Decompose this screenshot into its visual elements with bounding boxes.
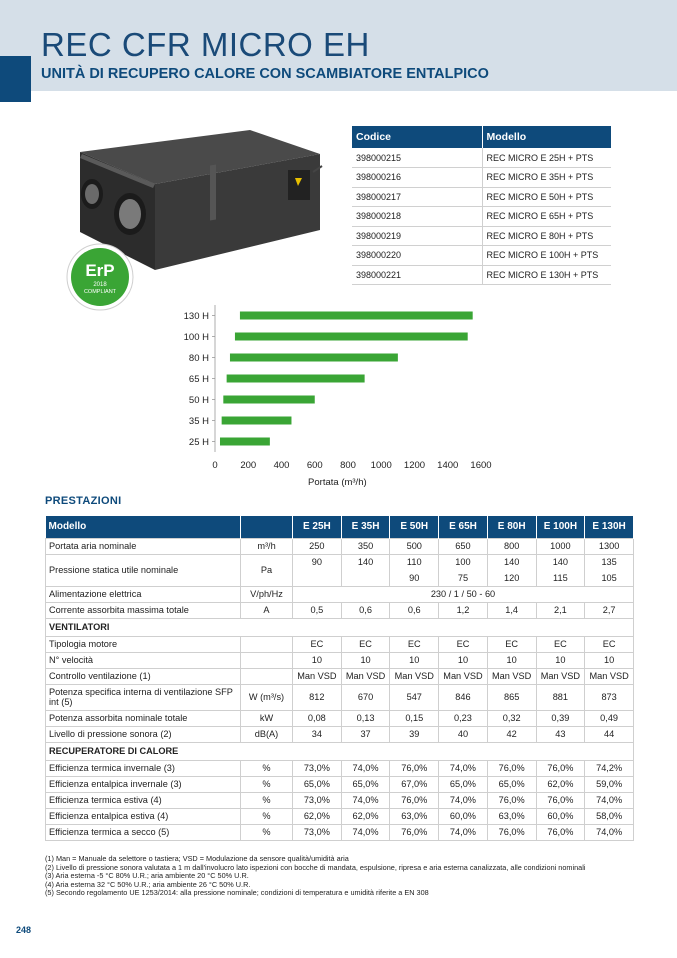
value-cell: 250	[293, 538, 342, 554]
model-cell: REC MICRO E 65H + PTS	[482, 207, 611, 227]
row-label: N° velocità	[46, 652, 241, 668]
value-cell: 76,0%	[390, 760, 439, 776]
model-cell: REC MICRO E 50H + PTS	[482, 187, 611, 207]
value-cell: 10	[341, 652, 390, 668]
value-cell: 140	[341, 554, 390, 570]
value-cell: 76,0%	[390, 824, 439, 840]
model-cell: REC MICRO E 100H + PTS	[482, 246, 611, 266]
erp-compliant-text: COMPLIANT	[83, 289, 117, 295]
header-cell: Modello	[46, 516, 241, 538]
model-cell: REC MICRO E 130H + PTS	[482, 265, 611, 285]
code-cell: 398000221	[352, 265, 482, 285]
row-unit: %	[241, 808, 293, 824]
header-cell: E 130H	[585, 516, 634, 538]
row-unit: %	[241, 792, 293, 808]
value-cell: 74,0%	[585, 792, 634, 808]
value-cell: Man VSD	[293, 668, 342, 684]
row-unit: Pa	[241, 554, 293, 586]
erp-compliant-badge	[66, 243, 134, 311]
erp-year: 2018	[93, 282, 107, 288]
table-row	[46, 824, 634, 840]
value-cell: 547	[390, 684, 439, 710]
row-label: Pressione statica utile nominale	[46, 554, 241, 586]
table-row	[46, 808, 634, 824]
value-cell: EC	[585, 636, 634, 652]
value-cell: 10	[390, 652, 439, 668]
row-unit: m³/h	[241, 538, 293, 554]
value-cell: Man VSD	[341, 668, 390, 684]
category-label: 100 H	[183, 332, 209, 343]
row-label: Controllo ventilazione (1)	[46, 668, 241, 684]
section-title-prestazioni: PRESTAZIONI	[45, 495, 122, 507]
value-cell: EC	[341, 636, 390, 652]
value-cell: 74,0%	[439, 824, 488, 840]
value-cell: 881	[536, 684, 585, 710]
value-cell: 100	[439, 554, 488, 570]
value-cell: 140	[487, 554, 536, 570]
category-label: 50 H	[188, 395, 209, 406]
category-label: 65 H	[188, 374, 209, 385]
bar-65h	[227, 375, 365, 383]
table-row	[46, 710, 634, 726]
value-cell: 865	[487, 684, 536, 710]
codes-table-body	[352, 148, 611, 285]
value-cell: 500	[390, 538, 439, 554]
value-cell: 0,6	[341, 602, 390, 618]
x-tick-label: 800	[340, 460, 356, 471]
value-cell: 59,0%	[585, 776, 634, 792]
code-cell: 398000216	[352, 168, 482, 188]
row-label: Livello di pressione sonora (2)	[46, 726, 241, 742]
value-cell: 43	[536, 726, 585, 742]
value-cell: 90	[293, 554, 342, 570]
code-cell: 398000219	[352, 226, 482, 246]
value-cell: EC	[536, 636, 585, 652]
section-label: RECUPERATORE DI CALORE	[46, 742, 634, 760]
value-cell: 62,0%	[341, 808, 390, 824]
value-cell: 105	[585, 570, 634, 586]
footnote: (2) Livello di pressione sonora valutata a 1 m dall'involucro lato ispezioni con bocche di mandata, espulsione, ripresa e aria esterna canalizzata, alle condizioni nominali	[45, 862, 586, 872]
value-cell: 76,0%	[487, 824, 536, 840]
codes-header-modello: Modello	[482, 126, 611, 148]
codes-row	[352, 207, 611, 227]
table-row	[46, 684, 634, 710]
code-cell: 398000215	[352, 148, 482, 168]
value-cell: 0,13	[341, 710, 390, 726]
model-cell: REC MICRO E 25H + PTS	[482, 148, 611, 168]
value-cell: 74,0%	[341, 760, 390, 776]
value-cell: Man VSD	[536, 668, 585, 684]
table-row	[46, 602, 634, 618]
value-cell: 74,0%	[341, 792, 390, 808]
value-cell: EC	[390, 636, 439, 652]
value-cell: 670	[341, 684, 390, 710]
code-cell: 398000220	[352, 246, 482, 266]
page-subtitle: UNITÀ DI RECUPERO CALORE CON SCAMBIATORE ENTALPICO	[41, 66, 489, 82]
value-cell: 74,2%	[585, 760, 634, 776]
value-cell: 42	[487, 726, 536, 742]
header-cell: E 35H	[341, 516, 390, 538]
value-cell: 60,0%	[439, 808, 488, 824]
value-cell: 846	[439, 684, 488, 710]
model-cell: REC MICRO E 80H + PTS	[482, 226, 611, 246]
value-cell: 73,0%	[293, 792, 342, 808]
code-cell: 398000217	[352, 187, 482, 207]
value-cell: 10	[585, 652, 634, 668]
value-cell: 65,0%	[293, 776, 342, 792]
category-label: 130 H	[183, 311, 209, 322]
section-row	[46, 618, 634, 636]
x-tick-label: 200	[240, 460, 257, 471]
value-cell: 39	[390, 726, 439, 742]
section-label: VENTILATORI	[46, 618, 634, 636]
bar-80h	[230, 354, 398, 362]
header-cell: E 25H	[293, 516, 342, 538]
bar-25h	[220, 438, 270, 446]
footnote: (1) Man = Manuale da selettore o tastiera; VSD = Modulazione da sensore qualità/umidità aria	[45, 854, 349, 863]
value-cell	[293, 570, 342, 586]
row-label: Portata aria nominale	[46, 538, 241, 554]
value-cell: 1,4	[487, 602, 536, 618]
value-cell: 140	[536, 554, 585, 570]
value-cell: 37	[341, 726, 390, 742]
codes-header-codice: Codice	[352, 126, 482, 148]
value-cell: 74,0%	[439, 792, 488, 808]
value-cell: 76,0%	[487, 792, 536, 808]
value-cell: 76,0%	[536, 760, 585, 776]
value-cell: Man VSD	[439, 668, 488, 684]
value-cell: 2,1	[536, 602, 585, 618]
value-cell: 76,0%	[487, 760, 536, 776]
value-cell: Man VSD	[585, 668, 634, 684]
row-label: Efficienza termica a secco (5)	[46, 824, 241, 840]
value-cell: 74,0%	[439, 760, 488, 776]
table-row	[46, 760, 634, 776]
table-row	[46, 652, 634, 668]
header-cell: E 80H	[487, 516, 536, 538]
table-row	[46, 792, 634, 808]
table-row	[46, 726, 634, 742]
value-cell: Man VSD	[390, 668, 439, 684]
value-cell: 60,0%	[536, 808, 585, 824]
row-unit: %	[241, 776, 293, 792]
value-cell: 135	[585, 554, 634, 570]
row-label: Tipologia motore	[46, 636, 241, 652]
row-unit: A	[241, 602, 293, 618]
bar-35h	[222, 417, 292, 425]
value-cell: 10	[293, 652, 342, 668]
header-cell: E 100H	[536, 516, 585, 538]
row-unit: %	[241, 760, 293, 776]
codes-row	[352, 265, 611, 285]
value-cell: 62,0%	[293, 808, 342, 824]
value-cell: 62,0%	[536, 776, 585, 792]
header-cell: E 65H	[439, 516, 488, 538]
header-accent	[0, 56, 31, 102]
x-axis-label: Portata (m³/h)	[308, 477, 367, 488]
row-label: Potenza assorbita nominale totale	[46, 710, 241, 726]
value-cell: 74,0%	[585, 824, 634, 840]
table-row	[46, 554, 634, 570]
value-cell: EC	[293, 636, 342, 652]
footnote: (4) Aria esterna 32 °C 50% U.R.; aria ambiente 26 °C 50% U.R.	[45, 879, 251, 889]
row-unit: %	[241, 824, 293, 840]
value-cell: 40	[439, 726, 488, 742]
value-cell: 1000	[536, 538, 585, 554]
value-cell	[341, 570, 390, 586]
codes-header-row	[352, 126, 611, 148]
codes-row	[352, 246, 611, 266]
value-cell: 110	[390, 554, 439, 570]
value-cell: 350	[341, 538, 390, 554]
value-cell: 1300	[585, 538, 634, 554]
codes-row	[352, 148, 611, 168]
value-cell: 1,2	[439, 602, 488, 618]
value-cell: 873	[585, 684, 634, 710]
footnotes	[45, 855, 635, 898]
x-tick-label: 1200	[403, 460, 426, 471]
header-cell	[241, 516, 293, 538]
value-cell: 65,0%	[439, 776, 488, 792]
row-unit: V/ph/Hz	[241, 586, 293, 602]
value-cell: 67,0%	[390, 776, 439, 792]
bar-130h	[240, 312, 473, 320]
value-cell: 812	[293, 684, 342, 710]
value-cell: 230 / 1 / 50 - 60	[293, 586, 634, 602]
performance-table	[45, 516, 634, 841]
codes-row	[352, 187, 611, 207]
value-cell: 120	[487, 570, 536, 586]
row-unit	[241, 668, 293, 684]
code-cell: 398000218	[352, 207, 482, 227]
performance-table-body	[46, 538, 634, 840]
model-cell: REC MICRO E 35H + PTS	[482, 168, 611, 188]
value-cell: 0,6	[390, 602, 439, 618]
value-cell: 0,15	[390, 710, 439, 726]
value-cell: 0,5	[293, 602, 342, 618]
codes-row	[352, 168, 611, 188]
value-cell: 75	[439, 570, 488, 586]
row-label: Corrente assorbita massima totale	[46, 602, 241, 618]
value-cell: 10	[439, 652, 488, 668]
value-cell: 44	[585, 726, 634, 742]
value-cell: 63,0%	[390, 808, 439, 824]
value-cell: 74,0%	[341, 824, 390, 840]
erp-label: ErP	[85, 261, 115, 280]
value-cell: 73,0%	[293, 824, 342, 840]
section-row	[46, 742, 634, 760]
value-cell: 115	[536, 570, 585, 586]
category-label: 80 H	[188, 353, 209, 364]
table-row	[46, 538, 634, 554]
value-cell: 58,0%	[585, 808, 634, 824]
value-cell: 34	[293, 726, 342, 742]
value-cell: 65,0%	[341, 776, 390, 792]
row-unit: kW	[241, 710, 293, 726]
value-cell: 800	[487, 538, 536, 554]
value-cell: 10	[536, 652, 585, 668]
performance-header-row	[46, 516, 634, 538]
bar-100h	[235, 333, 468, 341]
bar-50h	[223, 396, 314, 404]
value-cell: 0,39	[536, 710, 585, 726]
row-label: Efficienza entalpica estiva (4)	[46, 808, 241, 824]
header-cell: E 50H	[390, 516, 439, 538]
row-label: Efficienza entalpica invernale (3)	[46, 776, 241, 792]
value-cell: Man VSD	[487, 668, 536, 684]
category-label: 25 H	[188, 437, 209, 448]
table-row	[46, 586, 634, 602]
x-tick-label: 1400	[437, 460, 459, 471]
value-cell: 0,49	[585, 710, 634, 726]
x-tick-label: 1000	[370, 460, 392, 471]
row-label: Alimentazione elettrica	[46, 586, 241, 602]
value-cell: EC	[439, 636, 488, 652]
codes-row	[352, 226, 611, 246]
row-label: Efficienza termica estiva (4)	[46, 792, 241, 808]
airflow-range-chart	[175, 300, 515, 495]
value-cell: EC	[487, 636, 536, 652]
x-tick-label: 1600	[470, 460, 492, 471]
row-unit: W (m³/s)	[241, 684, 293, 710]
value-cell: 65,0%	[487, 776, 536, 792]
value-cell: 2,7	[585, 602, 634, 618]
value-cell: 73,0%	[293, 760, 342, 776]
value-cell: 90	[390, 570, 439, 586]
row-label: Potenza specifica interna di ventilazione SFP int (5)	[46, 684, 241, 710]
value-cell: 76,0%	[390, 792, 439, 808]
value-cell: 10	[487, 652, 536, 668]
category-label: 35 H	[188, 416, 209, 427]
value-cell: 0,08	[293, 710, 342, 726]
table-row	[46, 636, 634, 652]
row-unit	[241, 652, 293, 668]
row-label: Efficienza termica invernale (3)	[46, 760, 241, 776]
x-tick-label: 600	[306, 460, 323, 471]
table-row	[46, 668, 634, 684]
table-row	[46, 776, 634, 792]
value-cell: 650	[439, 538, 488, 554]
value-cell: 76,0%	[536, 792, 585, 808]
x-tick-label: 400	[273, 460, 290, 471]
value-cell: 76,0%	[536, 824, 585, 840]
row-unit	[241, 636, 293, 652]
row-unit: dB(A)	[241, 726, 293, 742]
codes-table	[352, 126, 611, 285]
value-cell: 63,0%	[487, 808, 536, 824]
page-number: 248	[16, 925, 32, 935]
footnote: (3) Aria esterna -5 °C 80% U.R.; aria ambiente 20 °C 50% U.R.	[45, 871, 249, 881]
page-title: REC CFR MICRO EH	[41, 26, 370, 63]
value-cell: 0,23	[439, 710, 488, 726]
footnote: (5) Secondo regolamento UE 1253/2014: alla pressione nominale; condizioni di temperatura e umidità riferite a EN 308	[45, 888, 429, 898]
value-cell: 0,32	[487, 710, 536, 726]
x-tick-label: 0	[212, 460, 218, 471]
